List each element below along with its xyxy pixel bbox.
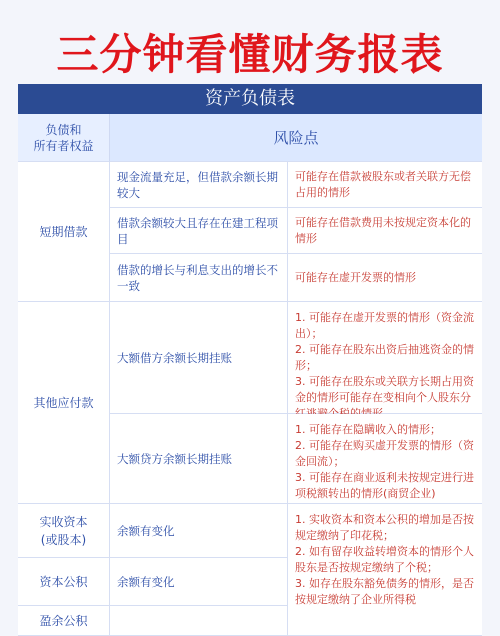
risk-row-4-text: 1. 可能存在虚开发票的情形（资金流出）； 2. 可能存在股东出资后抽逃资金的情形； 3. 可能存在股东或关联方长期占用资金的情形可能存在变相向个人股东分 [295, 311, 474, 404]
risk-row-5-text: 1. 可能存在隐瞒收入的情形； 2. 可能存在购买虚开发票的情形（资金回流）； 3. 可能存在商业返利未按规定进行进项税额转出的情形(商贸企业) [295, 423, 474, 500]
category-short-term-loans: 短期借款 [18, 162, 110, 302]
risk-equity-shared [288, 504, 482, 636]
risk-row-5 [288, 414, 482, 504]
risk-row-2: 可能存在借款费用未按规定资本化的情形 [288, 208, 482, 254]
category-paid-in-capital [18, 504, 110, 558]
situation-row-3: 借款的增长与利息支出的增长不一致 [110, 254, 288, 302]
situation-row-5: 大额贷方余额长期挂账 [110, 414, 288, 504]
situation-row-6: 余额有变化 [110, 504, 288, 558]
page-title: 三分钟看懂财务报表 [56, 30, 444, 79]
situation-row-1: 现金流量充足，但借款余额长期较大 [110, 162, 288, 208]
risk-row-1: 可能存在借款被股东或者关联方无偿占用的情形 [288, 162, 482, 208]
situation-row-8 [110, 606, 288, 636]
risk-row-3: 可能存在虚开发票的情形 [288, 254, 482, 302]
header-risk-points: 风险点 [110, 114, 482, 162]
paid-in-capital-label: 实收资本 (或股本) [39, 514, 88, 547]
situation-row-7: 余额有变化 [110, 558, 288, 606]
risk-row-4 [288, 302, 482, 414]
category-surplus-reserve: 盈余公积 [18, 606, 110, 636]
table-card [18, 84, 482, 628]
situation-row-4: 大额借方余额长期挂账 [110, 302, 288, 414]
risk-equity-shared-text: 1. 实收资本和资本公积的增加是否按规定缴纳了印花税； 2. 如有留存收益转增资本的情形个人股东是否按规定缴纳了个税； 3. 如存在股东豁免债务的情形，是否按规定缴纳了企业所得税 [295, 513, 474, 606]
header-liabilities-equity [18, 114, 110, 162]
situation-row-2: 借款余额较大且存在在建工程项目 [110, 208, 288, 254]
header-left-label: 负债和 所有者权益 [33, 122, 94, 153]
category-capital-reserve: 资本公积 [18, 558, 110, 606]
sheet-title: 资产负债表 [18, 84, 482, 114]
category-other-payables: 其他应付款 [18, 302, 110, 504]
